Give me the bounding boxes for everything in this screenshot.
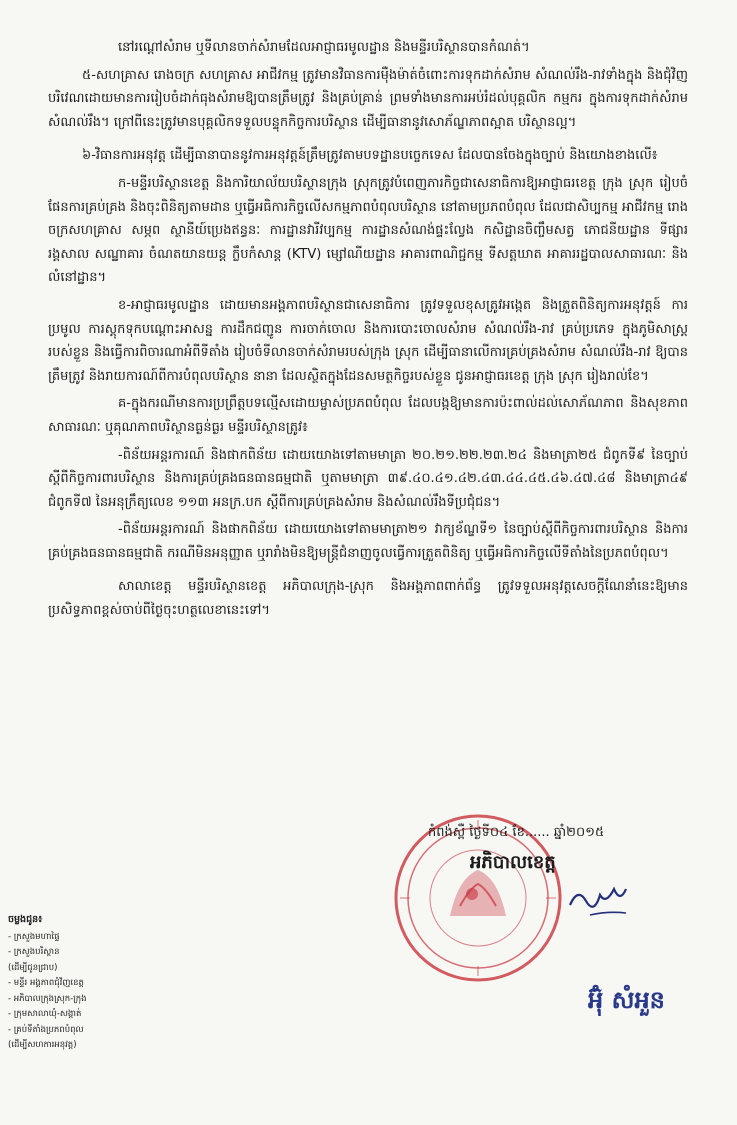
document-body: [48, 36, 688, 627]
cc-item: - មន្ទីរ អង្គភាពជុំវិញខេត្ត: [8, 978, 84, 988]
cc-item: - ក្រសួងមហាផ្ទៃ: [8, 931, 60, 942]
paragraph-intro: នៅរណ្ដៅសំរាម ឬទីលានចាក់សំរាមដែលអាជ្ញាធរមូលដ្ឋាន និងមន្ទីរបរិស្ថានបានកំណត់។: [118, 40, 530, 55]
paragraph-item-6a: ក-មន្ទីរបរិស្ថានខេត្ត និងការិយាល័យបរិស្ថានក្រុង ស្រុកត្រូវបំពេញភារកិច្ចជាសេនាធិការឱ្យអាជ្ញាធរខេត្ត ក្រុង ស្រុក រៀបចំផែនការគ្រប់គ្រង និងចុះពិនិត្យតាមដាន ឬធ្វើអធិការកិច្ចលើសកម្មភាពបំពុលបរិស្ថាន នៅតាមប្រភពបំពុល ដែលជាសិប្បកម្ម អាជីវកម្ម រោងចក្រសហគ្រាស សម្ភព ស្ថានីយ៍ប្រេងឥន្ធនៈ ការដ្ឋានវារីវប្បកម្ម ការដ្ឋានសំណង់ផ្ទះល្វែង កសិដ្ឋានចិញ្ចឹមសត្វ ភោជនីយដ្ឋាន ទីផ្សារ រង្គសាល សណ្ឋាគារ ចំណតយានយន្ត ក្លឹបកំសាន្ត (KTV) ម្សៅណីយដ្ឋាន អាគារពាណិជ្ជកម្ម ទីសត្តឃាត អាគាររដ្ឋបាលសាធារណៈ និងលំនៅដ្ឋាន។: [48, 175, 688, 286]
date-line: កំពង់ស្ពឺ ថ្ងៃទី០៤ ខែ...... ឆ្នាំ២០១៥: [428, 825, 605, 840]
signature-icon: [560, 870, 650, 930]
paragraph-item-6: ៦-វិធានការអនុវត្ត ដើម្បីធានាបាននូវការអនុវត្តន៍ត្រឹមត្រូវតាមបទដ្ឋានបច្ចេកទេស ដែលបានចែងក្នុងច្បាប់ និងយោងខាងលើ៖: [82, 148, 658, 164]
cc-item: - អភិបាលក្រុងស្រុក-ក្រុង: [8, 993, 87, 1004]
cc-item: - ក្រុមសាលាឃុំ-សង្កាត់: [8, 1009, 82, 1019]
paragraph-item-6b: ខ-អាជ្ញាធរមូលដ្ឋាន ដោយមានអង្គភាពបរិស្ថានជាសេនាធិការ ត្រូវទទួលខុសត្រូវអង្កេត និងត្រួតពិនិត្យការអនុវត្តន៍ ការប្រមូល ការស្តុកទុកបណ្ដោះអាសន្ន ការដឹកជញ្ជូន ការចាក់ចោល និងការបោះចោលសំរាម សំណល់រឹង-រាវ គ្រប់ប្រភេទ ក្នុងភូមិសាស្រ្តរបស់ខ្លួន និងធ្វើការពិចារណាអំពីទីតាំង រៀបចំទីលានចាក់សំរាមរបស់ក្រុង ស្រុក ដើម្បីធានាលើការគ្រប់គ្រងសំរាម សំណល់រឹង-រាវ ឱ្យបានត្រឹមត្រូវ និងរាយការណ៍ពីការបំពុលបរិស្ថាន នានា ដែលស្ថិតក្នុងដែនសមត្ថកិច្ចរបស់ខ្លួន ជូនអាជ្ញាធរខេត្ត ក្រុង ស្រុក រៀងរាល់ខែ។: [48, 297, 688, 384]
signer-title: អភិបាលខេត្ត: [470, 852, 556, 873]
cc-item: (ដើម្បីសហការអនុវត្ត): [8, 1040, 77, 1050]
cc-title: ចម្លងជូន៖: [8, 914, 43, 925]
paragraph-penalty-2: -ពិន័យអន្តរការណ៍ និងផាកពិន័យ ដោយយោងទៅតាមមាត្រា២១ វាក្យខ័ណ្ឌទី១ នៃច្បាប់ស្ដីពីកិច្ចការពារបរិស្ថាន និងការគ្រប់គ្រងធនធានធម្មជាតិ ករណីមិនអនុញ្ញាត ឬរារាំងមិនឱ្យមន្ត្រីជំនាញចូលធ្វើការត្រួតពិនិត្យ ឬធ្វើអធិការកិច្ចលើទីតាំងនៃប្រភពបំពុល។: [48, 522, 688, 561]
cc-item: - ក្រសួងបរិស្ថាន: [8, 947, 60, 957]
signer-name: អ៊ុំ សំអួន: [588, 986, 665, 1014]
cc-list: [8, 912, 138, 1054]
paragraph-penalty-1: -ពិន័យអន្តរការណ៍ និងផាកពិន័យ ដោយយោងទៅតាមមាត្រា ២០.២១.២២.២៣.២៤ និងមាត្រា២៥ ជំពូកទី៩ នៃច្បាប់ស្ដីពីកិច្ចការពារបរិស្ថាន និងការគ្រប់គ្រងធនធានធម្មជាតិ ឬតាមមាត្រា ៣៩.៤០.៤១.៤២.៤៣.៤៤.៤៥.៤៦.៤៧.៤៨ និងមាត្រា៤៩ ជំពូកទី៧ នៃអនុក្រឹត្យលេខ ១១៣ អនក្រ.បក ស្ដីពីការគ្រប់គ្រងសំរាម និងសំណល់រឹងទីប្រជុំជន។: [48, 447, 688, 510]
cc-item: (ដើម្បីជូនជ្រាប): [8, 962, 58, 973]
cc-item: - គ្រប់ទីតាំងប្រភពបំពុល: [8, 1024, 84, 1035]
paragraph-closing: សាលាខេត្ត មន្ទីរបរិស្ថានខេត្ត អភិបាលក្រុង-ស្រុក និងអង្គភាពពាក់ព័ន្ធ ត្រូវទទួលអនុវត្តសេចក្ដីណែនាំនេះឱ្យមានប្រសិទ្ធភាពខ្ពស់ចាប់ពីថ្ងៃចុះហត្ថលេខានេះទៅ។: [48, 579, 688, 619]
paragraph-item-5: ៥-សហគ្រាស រោងចក្រ សហគ្រាស អាជីវកម្ម ត្រូវមានវិធានការម៉ឺងម៉ាត់ចំពោះការទុកដាក់សំរាម សំណល់រឹង-រាវទាំងក្នុង និងជុំវិញបរិវេណដោយមានការរៀបចំដាក់ធុងសំរាមឱ្យបានត្រឹមត្រូវ និងគ្រប់គ្រាន់ ព្រមទាំងមានការអប់រំដល់បុគ្គលិក កម្មករ ក្នុងការទុកដាក់សំរាម សំណល់រឹង។ ក្រៅពីនេះត្រូវមានបុគ្គលិកទទួលបន្ទុកកិច្ចការបរិស្ថាន ដើម្បីធានានូវសោភ័ណ្ឌភាពស្អាត បរិស្ថានល្អ។: [48, 67, 688, 130]
paragraph-item-6c: គ-ក្នុងករណីមានការប្រព្រឹត្តបទល្មើសដោយម្ចាស់ប្រភពបំពុល ដែលបង្កឱ្យមានការប៉ះពាល់ដល់សោភ័ណភាព និងសុខភាពសាធារណៈ ឬគុណភាពបរិស្ថានធ្ងន់ធ្ងរ មន្ទីរបរិស្ថានត្រូវ៖: [48, 396, 688, 435]
